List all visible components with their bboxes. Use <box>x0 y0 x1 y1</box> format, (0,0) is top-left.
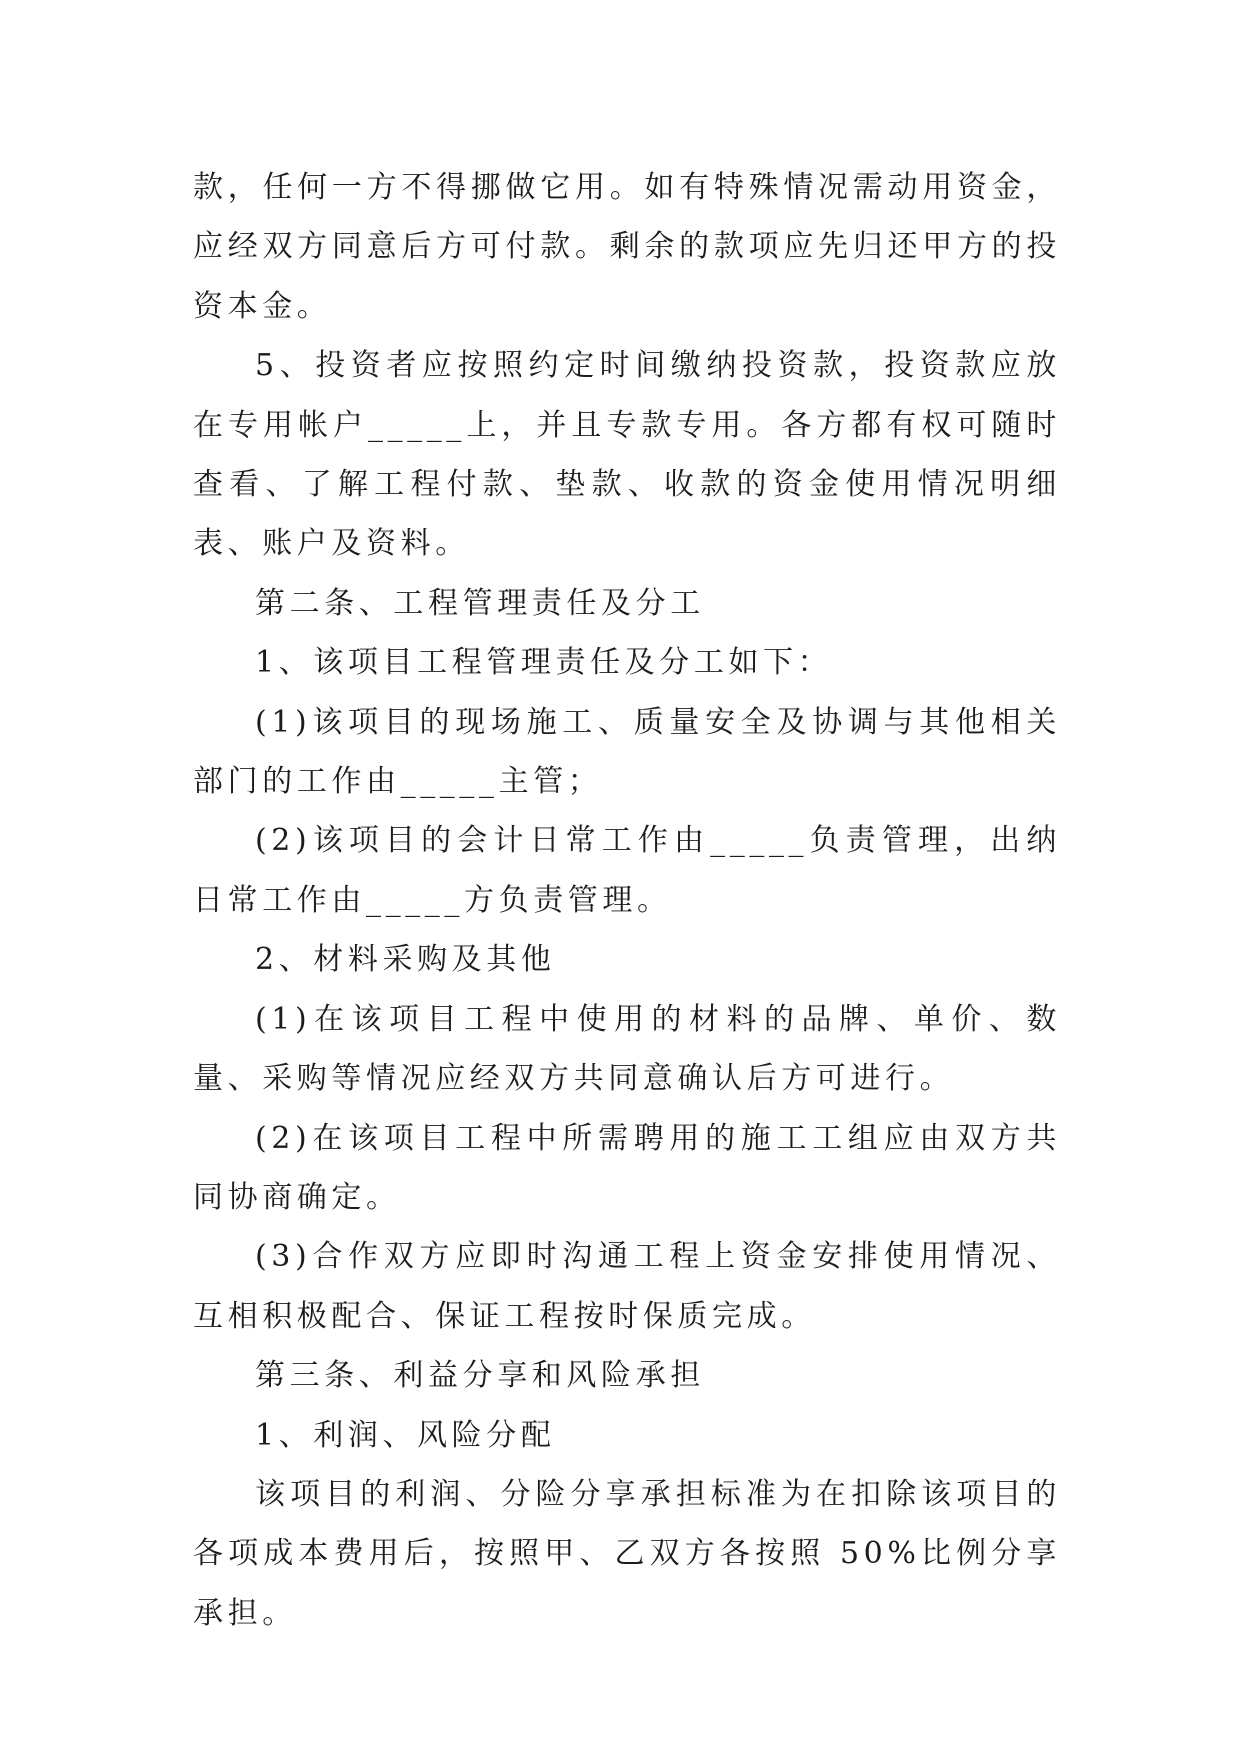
paragraph-investment-account: 5、投资者应按照约定时间缴纳投资款，投资款应放在专用帐户_____上，并且专款专用。各方都有权可随时查看、了解工程付款、垫款、收款的资金使用情况明细表、账户及资料。 <box>193 348 1061 562</box>
paragraph-material-approval: (1)在该项目工程中使用的材料的品牌、单价、数量、采购等情况应经双方共同意确认后方可进行。 <box>193 1001 1061 1097</box>
heading-article-two: 第二条、工程管理责任及分工 <box>255 585 705 621</box>
paragraph-fund-usage: 款，任何一方不得挪做它用。如有特殊情况需动用资金，应经双方同意后方可付款。剩余的款项应先归还甲方的投资本金。 <box>193 170 1061 324</box>
heading-article-three: 第三条、利益分享和风险承担 <box>255 1358 705 1394</box>
paragraph-construction-team: (2)在该项目工程中所需聘用的施工工组应由双方共同协商确定。 <box>193 1120 1061 1215</box>
paragraph-accounting-duties: (2)该项目的会计日常工作由_____负责管理，出纳日常工作由_____方负责管理。 <box>193 823 1061 918</box>
paragraph-profit-sharing: 该项目的利润、分险分享承担标准为在扣除该项目的各项成本费用后，按照甲、乙双方各按照 50%比例分享承担。 <box>193 1476 1061 1631</box>
heading-material-procurement: 2、材料采购及其他 <box>255 942 556 978</box>
heading-profit-risk: 1、利润、风险分配 <box>255 1417 556 1453</box>
paragraph-communication: (3)合作双方应即时沟通工程上资金安排使用情况、互相积极配合、保证工程按时保质完成。 <box>193 1239 1061 1334</box>
document-page <box>193 158 1061 1643</box>
paragraph-management-intro: 1、该项目工程管理责任及分工如下： <box>255 645 833 681</box>
paragraph-site-supervision: (1)该项目的现场施工、质量安全及协调与其他相关部门的工作由_____主管； <box>193 704 1061 800</box>
